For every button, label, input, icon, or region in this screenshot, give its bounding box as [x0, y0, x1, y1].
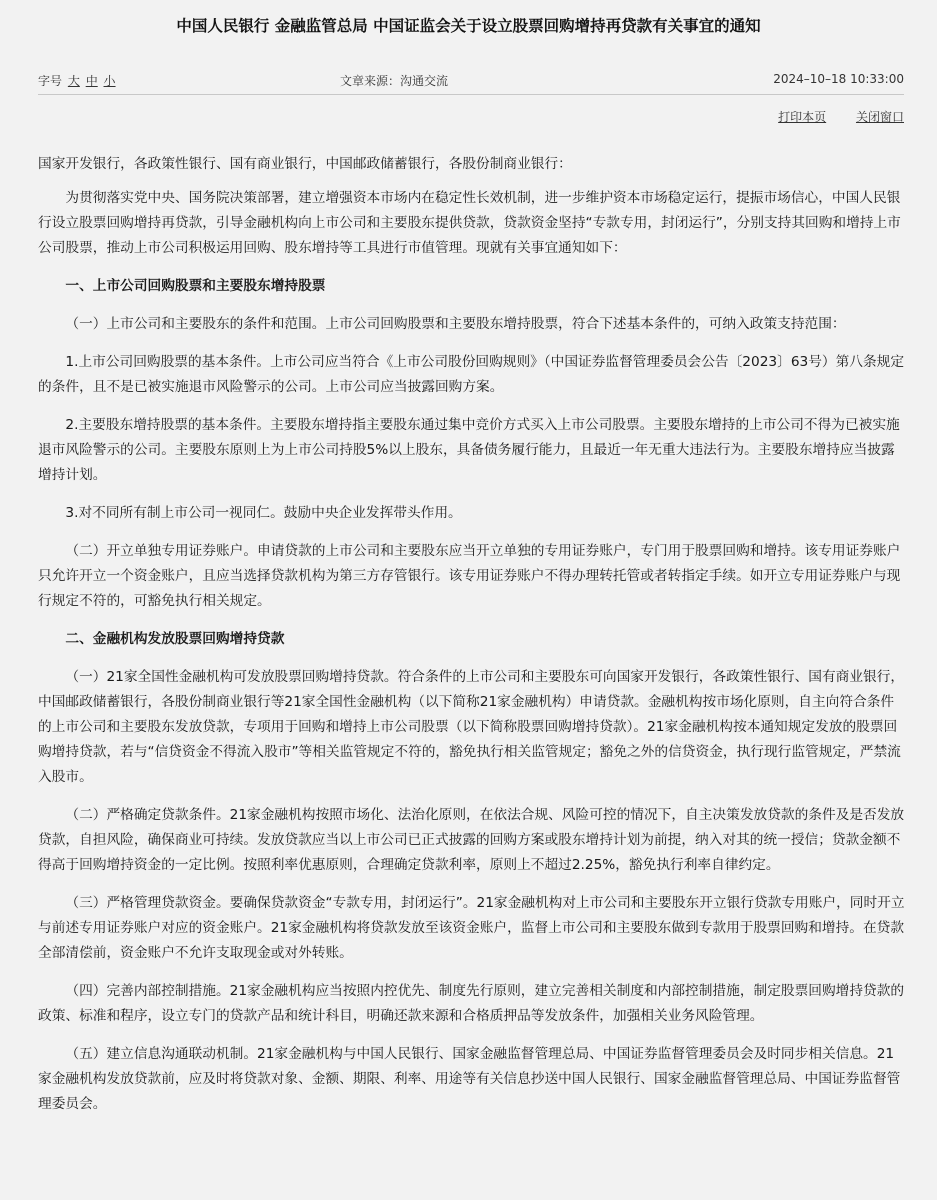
page-title: 中国人民银行 金融监管总局 中国证监会关于设立股票回购增持再贷款有关事宜的通知 — [176, 17, 761, 35]
font-size-small-link[interactable]: 小 — [103, 74, 116, 88]
publish-datetime: 2024–10–18 10:33:00 — [773, 72, 904, 86]
font-size-control — [38, 72, 116, 89]
paragraph: 2.主要股东增持股票的基本条件。主要股东增持指主要股东通过集中竞价方式买入上市公司股票。主要股东增持的上市公司不得为已被实施退市风险警示的公司。主要股东原则上为上市公司持股5%以上股东，具备债务履行能力，且最近一年无重大违法行为。主要股东增持应当披露增持计划。 — [38, 417, 900, 483]
font-size-medium-link[interactable]: 中 — [85, 74, 98, 88]
font-size-label: 字号 — [38, 74, 63, 88]
paragraph: （五）建立信息沟通联动机制。21家金融机构与中国人民银行、国家金融监督管理总局、中国证券监督管理委员会及时同步相关信息。21家金融机构发放贷款前，应及时将贷款对象、金额、期限、利率、用途等有关信息抄送中国人民银行、国家金融监督管理总局、中国证券监督管理委员会。 — [38, 1046, 901, 1112]
paragraph: （三）严格管理贷款资金。要确保贷款资金“专款专用，封闭运行”。21家金融机构对上市公司和主要股东开立银行贷款专用账户，同时开立与前述专用证券账户对应的资金账户。21家金融机构将贷款发放至该资金账户，监督上市公司和主要股东做到专款用于股票回购和增持。在贷款全部清偿前，资金账户不允许支取现金或对外转账。 — [38, 895, 905, 961]
paragraph: 1.上市公司回购股票的基本条件。上市公司应当符合《上市公司股份回购规则》（中国证券监督管理委员会公告〔2023〕63号）第八条规定的条件，且不是已被实施退市风险警示的公司。上市公司应当披露回购方案。 — [38, 354, 905, 395]
paragraph: （二）开立单独专用证券账户。申请贷款的上市公司和主要股东应当开立单独的专用证券账户，专门用于股票回购和增持。该专用证券账户只允许开立一个资金账户，且应当选择贷款机构为第三方存管银行。该专用证券账户不得办理转托管或者转指定手续。如开立专用证券账户与现行规定不符的，可豁免执行相关规定。 — [38, 543, 901, 609]
addressee: 国家开发银行，各政策性银行、国有商业银行，中国邮政储蓄银行，各股份制商业银行： — [38, 156, 572, 172]
section-heading-1: 一、上市公司回购股票和主要股东增持股票 — [65, 278, 326, 294]
paragraph: （二）严格确定贷款条件。21家金融机构按照市场化、法治化原则，在依法合规、风险可控的情况下，自主决策发放贷款的条件及是否发放贷款，自担风险，确保商业可持续。发放贷款应当以上市公司已正式披露的回购方案或股东增持计划为前提，纳入对其的统一授信；贷款金额不得高于回购增持资金的一定比例。按照利率优惠原则，合理确定贷款利率，原则上不超过2.25%，豁免执行利率自律约定。 — [38, 807, 905, 873]
paragraph: （一）21家全国性金融机构可发放股票回购增持贷款。符合条件的上市公司和主要股东可向国家开发银行，各政策性银行、国有商业银行，中国邮政储蓄银行，各股份制商业银行等21家全国性金融机构（以下简称21家金融机构）申请贷款。金融机构按市场化原则，自主向符合条件的上市公司和主要股东发放贷款，专项用于回购和增持上市公司股票（以下简称股票回购增持贷款）。21家金融机构按本通知规定发放的股票回购增持贷款，若与“信贷资金不得流入股市”等相关监管规定不符的，豁免执行相关监管规定；豁免之外的信贷资金，执行现行监管规定，严禁流入股市。 — [38, 669, 905, 785]
article-source: 文章来源：沟通交流 — [340, 74, 449, 88]
paragraph: 3.对不同所有制上市公司一视同仁。鼓励中央企业发挥带头作用。 — [65, 505, 462, 521]
article-body — [38, 152, 906, 1130]
section-heading-2: 二、金融机构发放股票回购增持贷款 — [65, 631, 285, 647]
page-tools — [752, 108, 904, 125]
close-window-link[interactable]: 关闭窗口 — [855, 110, 904, 124]
font-size-large-link[interactable]: 大 — [67, 74, 80, 88]
paragraph: （四）完善内部控制措施。21家金融机构应当按照内控优先、制度先行原则，建立完善相关制度和内部控制措施，制定股票回购增持贷款的政策、标准和程序，设立专门的贷款产品和统计科目，明确还款来源和合格质押品等发放条件，加强相关业务风险管理。 — [38, 983, 905, 1024]
header-divider — [38, 94, 904, 95]
print-page-link[interactable]: 打印本页 — [778, 110, 827, 124]
meta-row — [38, 72, 904, 92]
paragraph-intro: 为贯彻落实党中央、国务院决策部署，建立增强资本市场内在稳定性长效机制，进一步维护资本市场稳定运行，提振市场信心，中国人民银行设立股票回购增持再贷款，引导金融机构向上市公司和主要股东提供贷款，贷款资金坚持“专款专用，封闭运行”，分别支持其回购和增持上市公司股票，推动上市公司积极运用回购、股东增持等工具进行市值管理。现就有关事宜通知如下： — [38, 190, 901, 256]
paragraph: （一）上市公司和主要股东的条件和范围。上市公司回购股票和主要股东增持股票，符合下述基本条件的，可纳入政策支持范围： — [65, 316, 846, 332]
